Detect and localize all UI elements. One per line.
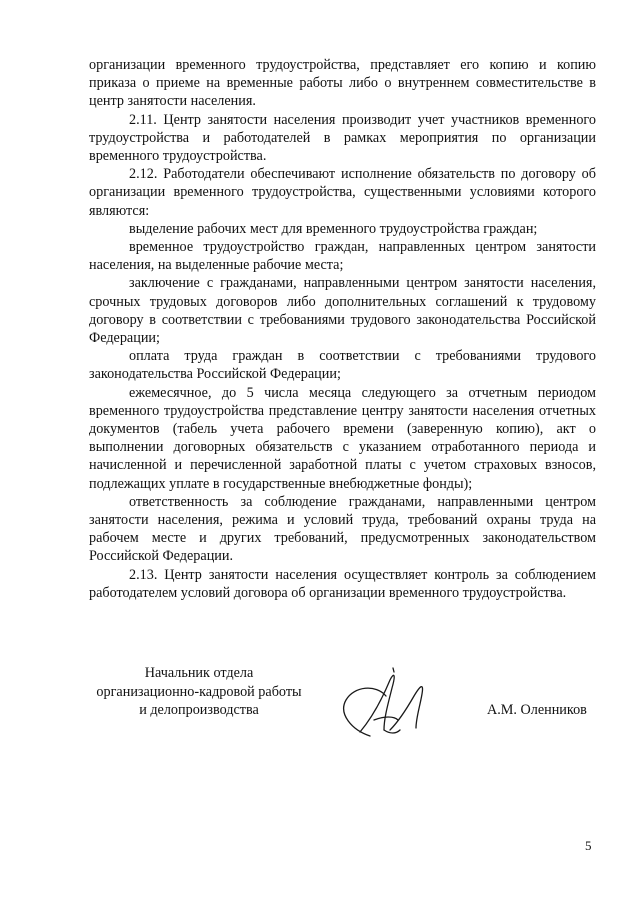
paragraph: оплата труда граждан в соответствии с требованиями трудового законодательства Российской Федерации; — [89, 348, 596, 383]
signatory-title — [88, 664, 310, 720]
signatory-title-line: организационно-кадровой работы — [96, 683, 302, 700]
paragraph: выделение рабочих мест для временного трудоустройства граждан; — [129, 220, 538, 237]
signature-block — [0, 664, 640, 744]
signatory-title-line: и делопроизводства — [139, 702, 259, 718]
page-number: 5 — [585, 838, 592, 853]
signatory-name: А.М. Оленников — [487, 702, 587, 718]
document-body — [89, 56, 596, 602]
paragraph: ежемесячное, до 5 числа месяца следующего за отчетным периодом временного трудоустройства представление центру занятости населения отчетных документов (табель учета рабочего времени (заверенную копию), акт о выполнении договорных обязательств с указанием отработанного периода и начисленной и перечисленной заработной платы с учетом страховых взносов, подлежащих уплате в государственные внебюджетные фонды); — [89, 384, 596, 492]
paragraph: 2.12. Работодатели обеспечивают исполнение обязательств по договору об организации временного трудоустройства, существенными условиями которого являются: — [89, 166, 596, 219]
paragraph: организации временного трудоустройства, представляет его копию и копию приказа о приеме на временные работы либо о внутреннем совместительстве в центр занятости населения. — [89, 57, 596, 110]
paragraph: 2.13. Центр занятости населения осуществляет контроль за соблюдением работодателем условий договора об организации временного трудоустройства. — [89, 566, 596, 601]
paragraph: заключение с гражданами, направленными центром занятости населения, срочных трудовых договоров либо дополнительных соглашений к трудовому договору в соответствии с требованиями трудового законодательства Российской Федерации; — [89, 275, 596, 347]
handwritten-signature-icon — [330, 666, 432, 742]
paragraph: 2.11. Центр занятости населения производит учет участников временного трудоустройства и работодателей в рамках мероприятия по организации временного трудоустройства. — [89, 111, 596, 165]
signatory-title-line: Начальник отдела — [144, 665, 254, 681]
paragraph: временное трудоустройство граждан, направленных центром занятости населения, на выделенные рабочие места; — [89, 239, 596, 274]
paragraph: ответственность за соблюдение гражданами, направленными центром занятости населения, режима и условий труда, требований охраны труда на рабочем месте и других требований, предусмотренных законодательством Российской Федерации. — [89, 493, 596, 565]
